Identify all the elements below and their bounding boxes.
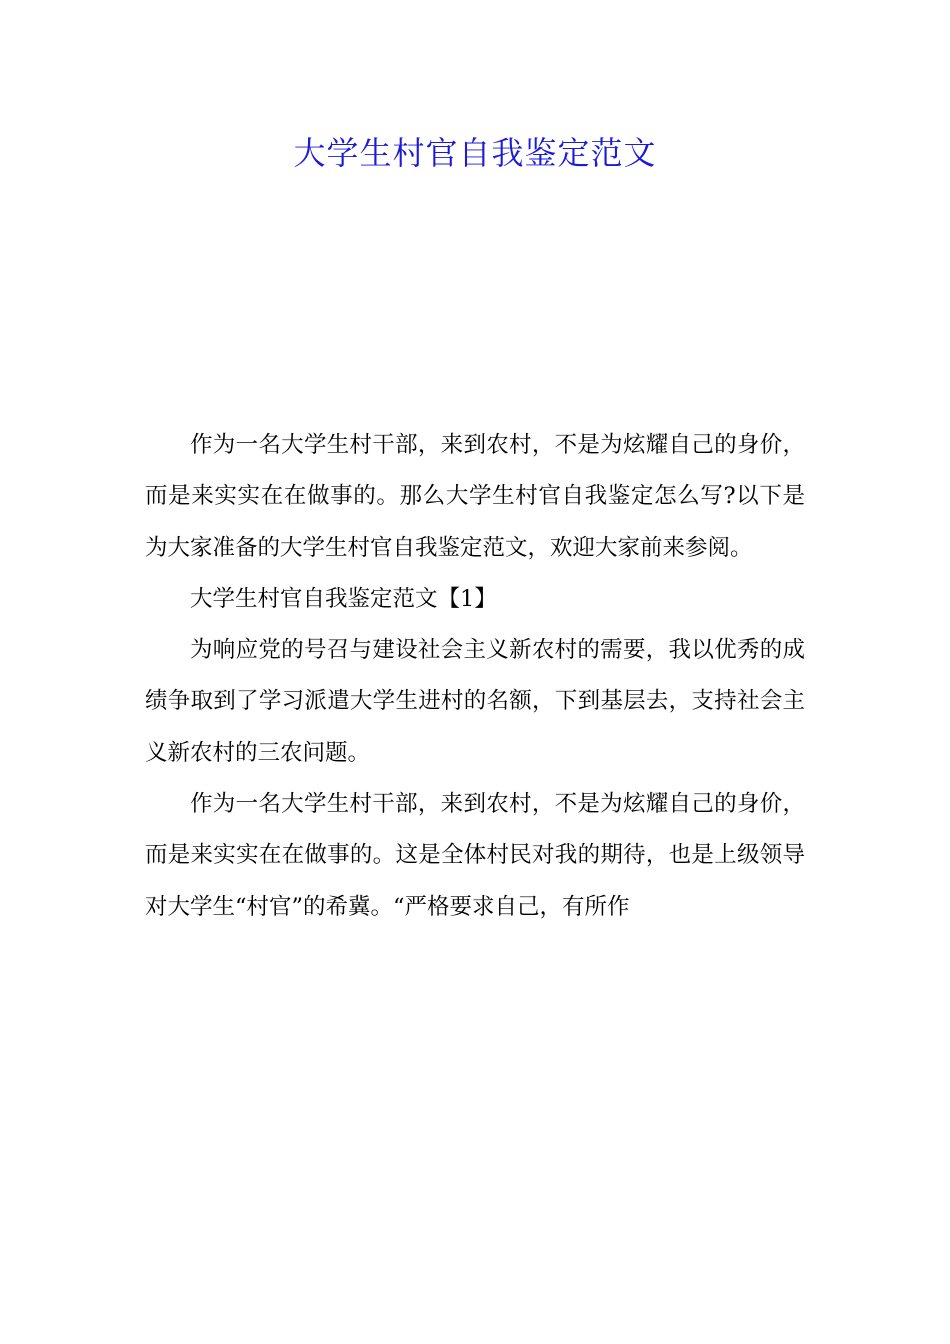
section-heading: 大学生村官自我鉴定范文【1】 — [190, 585, 497, 612]
document-body — [145, 420, 805, 933]
body-paragraph: 为响应党的号召与建设社会主义新农村的需要，我以优秀的成绩争取到了学习派遣大学生进村的名额，下到基层去，支持社会主义新农村的三农问题。 — [145, 637, 805, 766]
document-title: 大学生村官自我鉴定范文 — [293, 134, 657, 172]
body-paragraph: 作为一名大学生村干部，来到农村，不是为炫耀自己的身价，而是来实实在在做事的。这是全体村民对我的期待，也是上级领导对大学生“村官”的希冀。“严格要求自己，有所作 — [145, 791, 805, 920]
intro-paragraph: 作为一名大学生村干部，来到农村，不是为炫耀自己的身价，而是来实实在在做事的。那么大学生村官自我鉴定怎么写?以下是为大家准备的大学生村官自我鉴定范文，欢迎大家前来参阅。 — [145, 432, 805, 561]
